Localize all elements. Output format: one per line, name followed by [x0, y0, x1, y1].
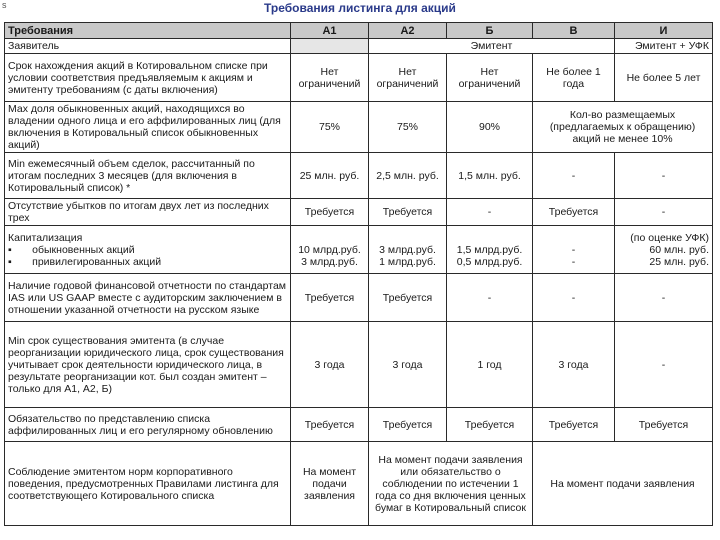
b-cell: 1 год	[447, 322, 533, 408]
applicant-i-cell: Эмитент + УФК	[615, 39, 713, 54]
a2-cell: 75%	[369, 102, 447, 153]
a2-cell: Требуется	[369, 199, 447, 226]
a2-cell: Требуется	[369, 274, 447, 322]
criterion-cell: Наличие годовой финансовой отчетности по стандартам IAS или US GAAP вместе с аудиторским заключением в отношении указанной отчетности на русском языке	[5, 274, 291, 322]
criterion-cell: Срок нахождения акций в Котировальном списке при условии соответствия предъявляемым к акциям и эмитенту требованиям (с даты включения)	[5, 54, 291, 102]
i-cell: -	[615, 322, 713, 408]
header-b: Б	[447, 23, 533, 39]
table-row	[5, 199, 713, 226]
a1-cell: 10 млрд.руб. 3 млрд.руб.	[291, 226, 369, 274]
applicant-emitent-cell: Эмитент	[369, 39, 615, 54]
a1-cell: Требуется	[291, 408, 369, 442]
table-header-row	[5, 23, 713, 39]
a2-b-cell: На момент подачи заявления или обязательство о соблюдении по истечении 1 года со дня включения ценных бумаг в Котировальный список	[369, 442, 533, 526]
a2-cell: 2,5 млн. руб.	[369, 153, 447, 199]
header-v: В	[533, 23, 615, 39]
criterion-cell: Min ежемесячный объем сделок, рассчитанный по итогам последних 3 месяцев (для включения в Котировальный список) *	[5, 153, 291, 199]
i-cell: -	[615, 274, 713, 322]
table-row	[5, 153, 713, 199]
criterion-cell: Заявитель	[5, 39, 291, 54]
header-a2: А2	[369, 23, 447, 39]
a1-cell: 75%	[291, 102, 369, 153]
a1-cell: На момент подачи заявления	[291, 442, 369, 526]
table-row	[5, 102, 713, 153]
b-cell: Нет ограничений	[447, 54, 533, 102]
header-requirements: Требования	[5, 23, 291, 39]
a1-cell: 25 млн. руб.	[291, 153, 369, 199]
criterion-cell: Обязательство по представлению списка аффилированных лиц и его регулярному обновлению	[5, 408, 291, 442]
a1-cell: Требуется	[291, 274, 369, 322]
v-cell: -	[533, 274, 615, 322]
bullet-common-shares: ▪ обыкновенных акций	[8, 243, 135, 256]
table-row	[5, 226, 713, 274]
v-cell: -	[533, 153, 615, 199]
a1-cell: 3 года	[291, 322, 369, 408]
v-i-cell: На момент подачи заявления	[533, 442, 713, 526]
table-row	[5, 442, 713, 526]
i-cell: -	[615, 153, 713, 199]
v-cell: Требуется	[533, 199, 615, 226]
listing-requirements-table	[4, 22, 713, 526]
b-cell: Требуется	[447, 408, 533, 442]
a2-cell: 3 года	[369, 322, 447, 408]
header-i: И	[615, 23, 713, 39]
a2-cell: 3 млрд.руб. 1 млрд.руб.	[369, 226, 447, 274]
criterion-cell: Мах доля обыкновенных акций, находящихся во владении одного лица и его аффилированных лиц (для включения в Котировальный список обыкновенных акций)	[5, 102, 291, 153]
v-cell: Требуется	[533, 408, 615, 442]
b-cell: 90%	[447, 102, 533, 153]
i-cell: Не более 5 лет	[615, 54, 713, 102]
a2-cell: Нет ограничений	[369, 54, 447, 102]
b-cell: 1,5 млн. руб.	[447, 153, 533, 199]
bullet-preferred-shares: ▪ привилегированных акций	[8, 255, 162, 268]
criterion-cell: Отсутствие убытков по итогам двух лет из последних трех	[5, 199, 291, 226]
v-cell: Не более 1 года	[533, 54, 615, 102]
table-row	[5, 274, 713, 322]
b-cell: 1,5 млрд.руб. 0,5 млрд.руб.	[447, 226, 533, 274]
b-cell: -	[447, 274, 533, 322]
criterion-cell	[5, 226, 291, 274]
i-cell: Требуется	[615, 408, 713, 442]
v-cell: 3 года	[533, 322, 615, 408]
a1-cell: Требуется	[291, 199, 369, 226]
corner-mark: s	[2, 0, 7, 10]
v-cell: - -	[533, 226, 615, 274]
criterion-cell: Соблюдение эмитентом норм корпоративного поведения, предусмотренных Правилами листинга для соответствующего Котировального списка	[5, 442, 291, 526]
table-row	[5, 39, 713, 54]
a1-cell: Нет ограничений	[291, 54, 369, 102]
b-cell: -	[447, 199, 533, 226]
i-cell: -	[615, 199, 713, 226]
i-cell: (по оценке УФК) 60 млн. руб. 25 млн. руб.	[615, 226, 713, 274]
table-row	[5, 408, 713, 442]
a2-cell: Требуется	[369, 408, 447, 442]
table-row	[5, 54, 713, 102]
capitalization-label: Капитализация	[8, 231, 83, 244]
header-a1: А1	[291, 23, 369, 39]
v-i-cell: Кол-во размещаемых (предлагаемых к обращению) акций не менее 10%	[533, 102, 713, 153]
table-row	[5, 322, 713, 408]
criterion-cell: Min срок существования эмитента (в случае реорганизации юридического лица, срок существования учитывает срок деятельности юридического лица, в результате реорганизации кот. был создан эмитент – только для А1, А2, Б)	[5, 322, 291, 408]
page-title: Требования листинга для акций	[264, 1, 456, 15]
